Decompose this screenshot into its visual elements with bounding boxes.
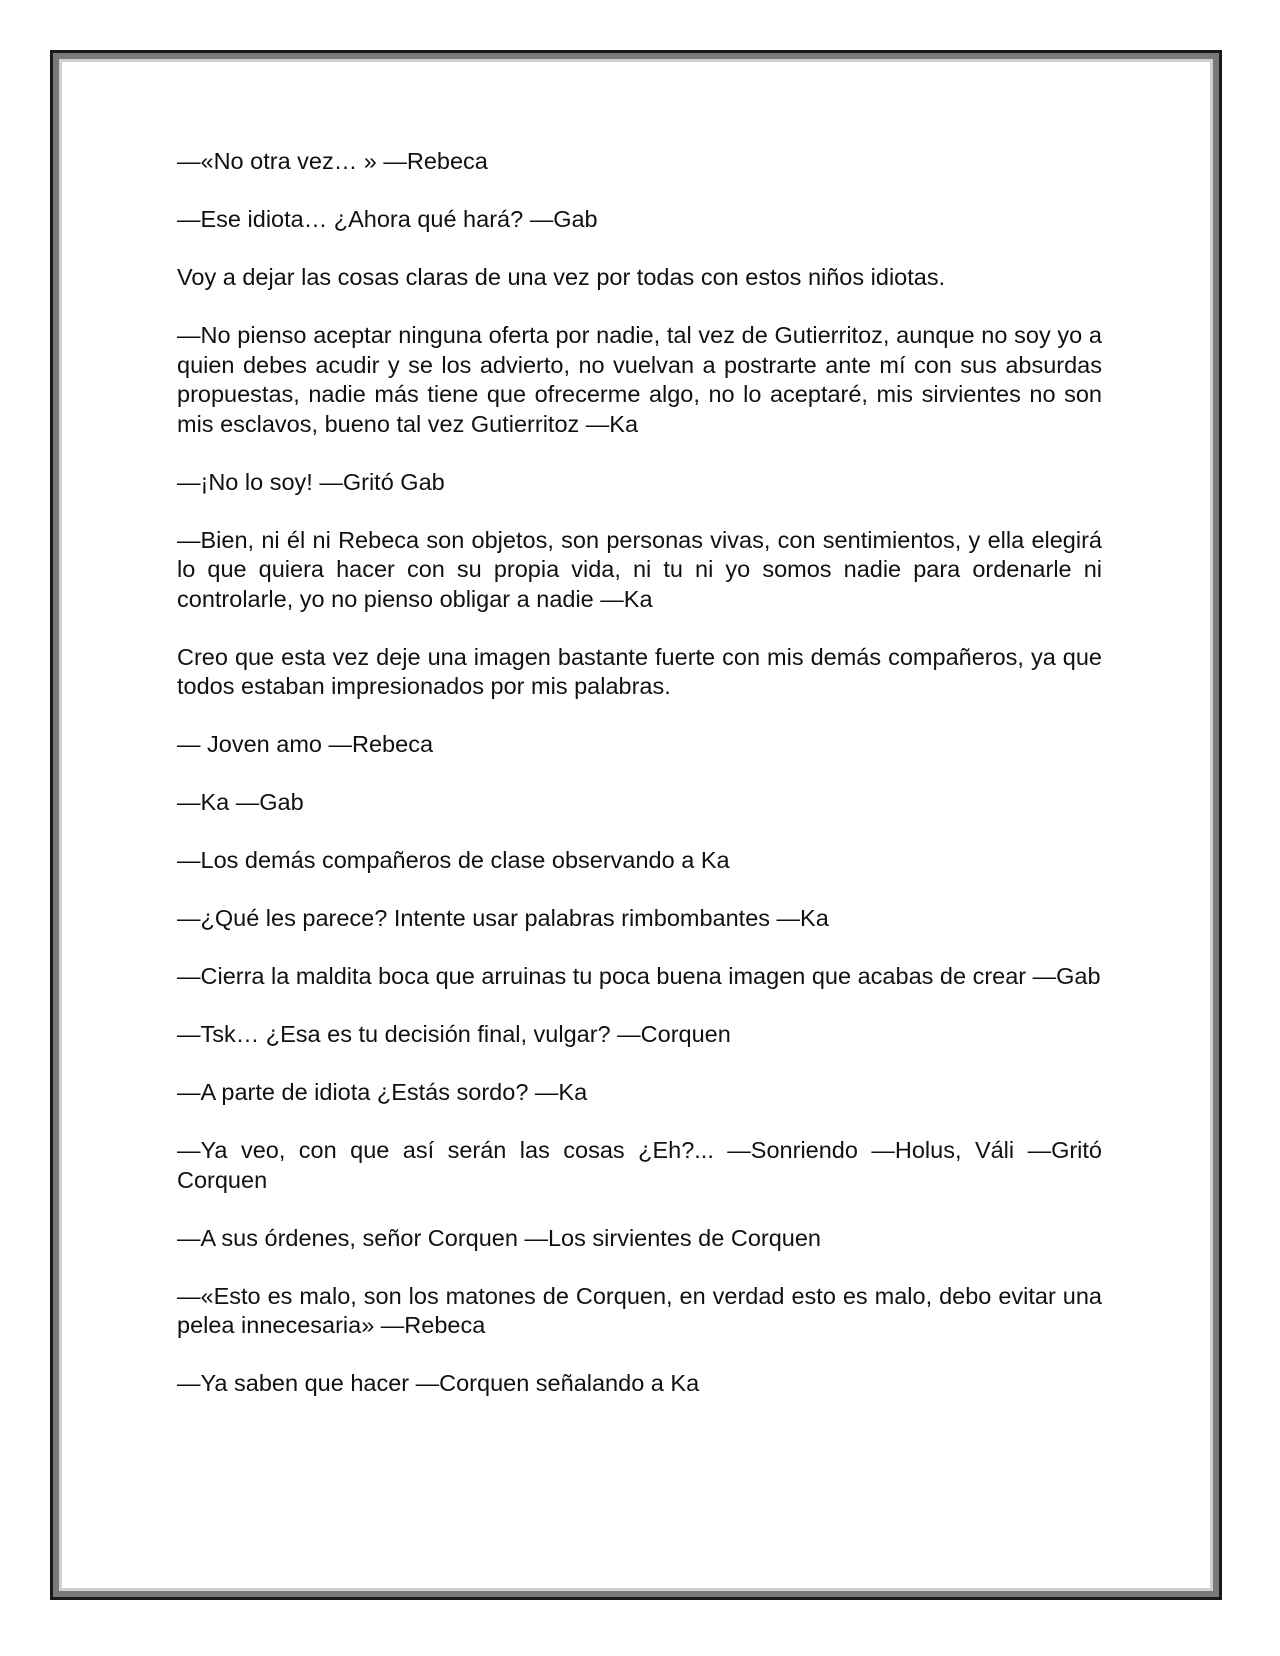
paragraph: —Ese idiota… ¿Ahora qué hará? —Gab (177, 206, 598, 232)
paragraph: Creo que esta vez deje una imagen bastante fuerte con mis demás compañeros, ya que todos estaban impresionados por mis palabras. (177, 643, 1102, 699)
document-body (177, 147, 1102, 1427)
paragraph: —A parte de idiota ¿Estás sordo? —Ka (177, 1079, 588, 1105)
paragraph: —A sus órdenes, señor Corquen —Los sirvientes de Corquen (177, 1224, 821, 1251)
paragraph: — Joven amo —Rebeca (177, 731, 434, 757)
paragraph: —No pienso aceptar ninguna oferta por nadie, tal vez de Gutierritoz, aunque no soy yo a quien debes acudir y se los advierto, no vuelvan a postrarte ante mí con sus absurdas propuestas, nadie más tiene que ofrecerme algo, no lo aceptaré, mis sirvientes no son mis esclavos, bueno tal vez Gutierritoz —Ka (177, 322, 1102, 437)
paragraph: —Ya saben que hacer —Corquen señalando a Ka (177, 1370, 700, 1396)
paragraph: —«No otra vez… » —Rebeca (177, 148, 488, 174)
paragraph: —Los demás compañeros de clase observando a Ka (177, 847, 730, 873)
paragraph: —¿Qué les parece? Intente usar palabras rimbombantes —Ka (177, 905, 829, 931)
paragraph: —Cierra la maldita boca que arruinas tu poca buena imagen que acabas de crear —Gab (177, 963, 1101, 989)
paragraph: —Ya veo, con que así serán las cosas ¿Eh?... —Sonriendo —Holus, Váli —Gritó Corquen (177, 1137, 1102, 1193)
paragraph: —Tsk… ¿Esa es tu decisión final, vulgar? —Corquen (177, 1021, 731, 1047)
paragraph: —¡No lo soy! —Gritó Gab (177, 468, 445, 495)
paragraph: —«Esto es malo, son los matones de Corquen, en verdad esto es malo, debo evitar una pelea innecesaria» —Rebeca (177, 1282, 1102, 1338)
paragraph: Voy a dejar las cosas claras de una vez por todas con estos niños idiotas. (177, 264, 946, 290)
paragraph: —Ka —Gab (177, 789, 304, 815)
paragraph: —Bien, ni él ni Rebeca son objetos, son personas vivas, con sentimientos, y ella elegirá lo que quiera hacer con su propia vida, ni tu ni yo somos nadie para ordenarle ni controlarle, yo no pienso obligar a nadie —Ka (177, 526, 1102, 612)
